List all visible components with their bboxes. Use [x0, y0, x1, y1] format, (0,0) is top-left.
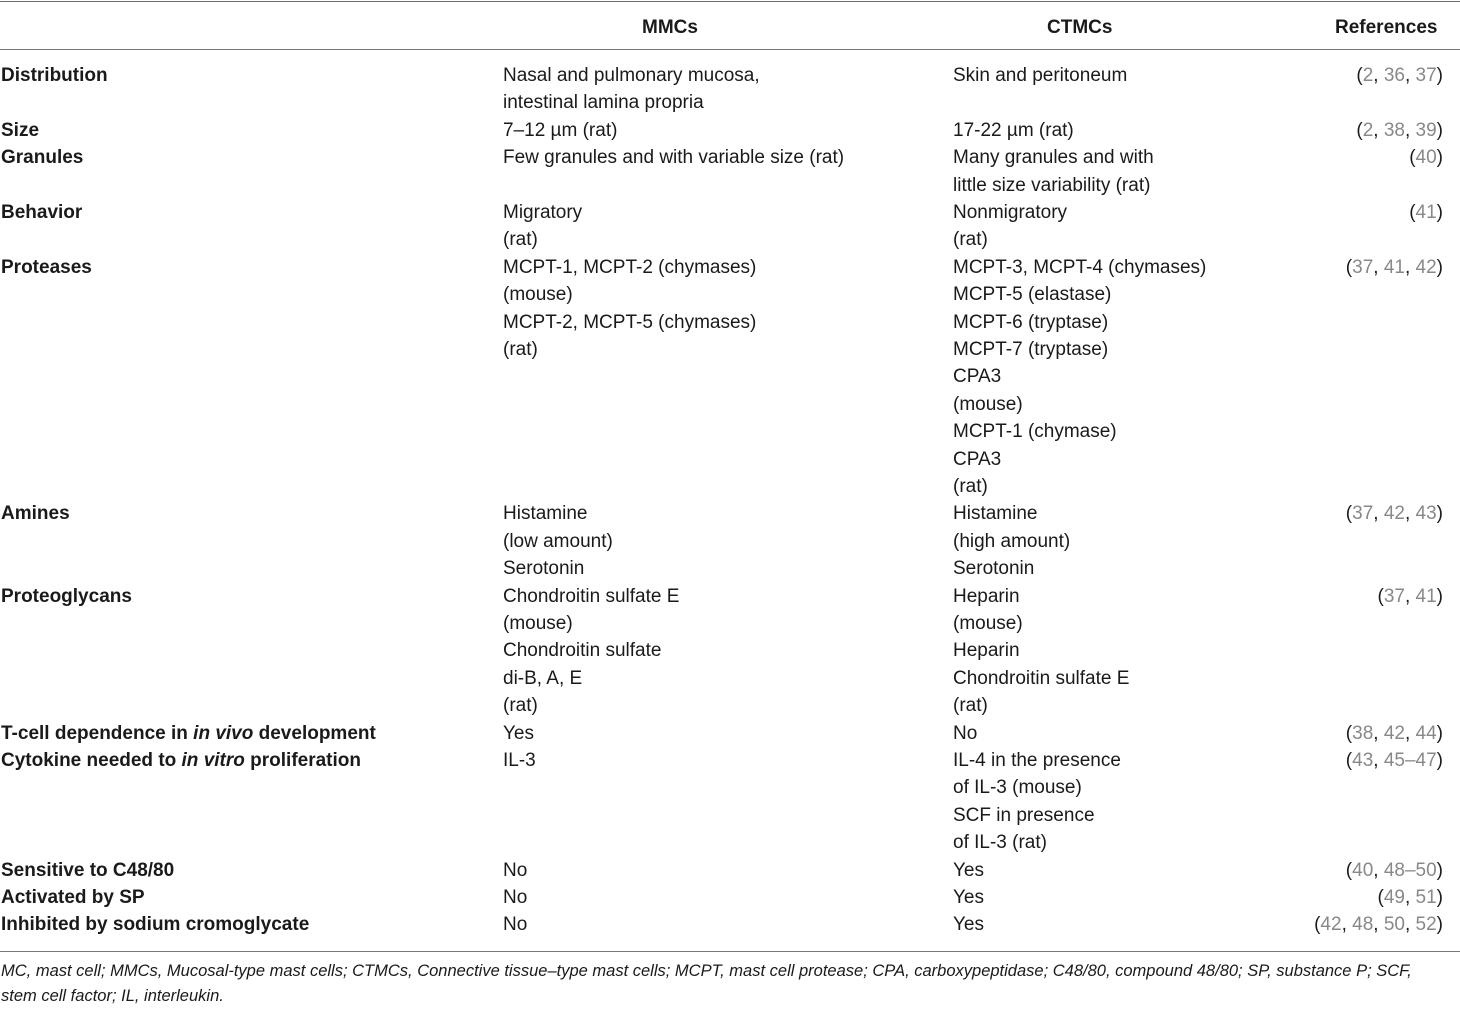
- ctmc-cell-line: Skin and peritoneum: [953, 65, 1128, 86]
- mmc-cell-line: Chondroitin sulfate E: [503, 585, 680, 607]
- reference-link[interactable]: 49: [1383, 887, 1405, 908]
- ctmc-cell-line: Heparin: [953, 640, 1020, 662]
- ctmc-cell: [953, 911, 984, 938]
- ctmc-cell-line: Histamine: [953, 503, 1038, 525]
- references-cell: (2, 38, 39): [1356, 119, 1443, 141]
- ctmc-cell-line: Serotonin: [953, 558, 1035, 580]
- header-references: References: [1335, 17, 1438, 38]
- mmc-cell: [503, 857, 527, 884]
- reference-link[interactable]: 39: [1415, 119, 1437, 141]
- references-cell: (40, 48–50): [1345, 859, 1443, 881]
- row-label: [1, 583, 132, 610]
- ctmc-cell: [953, 199, 1067, 254]
- reference-link[interactable]: 2: [1362, 65, 1374, 86]
- reference-link[interactable]: 40: [1415, 147, 1437, 169]
- row-label: [1, 857, 174, 884]
- mmc-cell-line: No: [503, 887, 528, 908]
- row-label-post: proliferation: [244, 750, 361, 771]
- row-label: [1, 254, 92, 281]
- ctmc-cell-line: (rat): [953, 695, 988, 717]
- row-label-pre: Cytokine needed to: [1, 750, 182, 771]
- ctmc-cell-line: MCPT-6 (tryptase): [953, 311, 1109, 333]
- mmc-cell-line: intestinal lamina propria: [503, 92, 704, 114]
- mmc-cell: [503, 117, 617, 144]
- ctmc-cell-line: (rat): [953, 476, 988, 498]
- row-label-post: development: [253, 722, 376, 744]
- ctmc-cell-line: (mouse): [953, 613, 1023, 634]
- ctmc-cell-line: MCPT-7 (tryptase): [953, 339, 1109, 361]
- ctmc-cell-line: IL-4 in the presence: [953, 750, 1121, 771]
- ctmc-cell-line: of IL-3 (rat): [953, 832, 1047, 854]
- reference-link[interactable]: 37: [1352, 503, 1374, 525]
- mmc-cell-line: (rat): [503, 695, 538, 717]
- table-header: [0, 14, 1460, 42]
- mmc-cell-line: No: [503, 859, 528, 881]
- row-label-text: [1, 747, 361, 774]
- reference-link[interactable]: 37: [1383, 585, 1405, 607]
- reference-link[interactable]: 41: [1415, 585, 1437, 607]
- reference-link[interactable]: 43: [1415, 503, 1437, 525]
- mmc-cell-line: (low amount): [503, 530, 613, 552]
- row-label-text: Size: [1, 119, 40, 141]
- mmc-cell-line: Yes: [503, 722, 534, 744]
- mmc-cell: [503, 911, 527, 938]
- reference-link[interactable]: 50: [1383, 914, 1405, 936]
- ctmc-cell-line: MCPT-3, MCPT-4 (chymases): [953, 256, 1207, 278]
- mmc-cell: [503, 583, 679, 720]
- ctmc-cell-line: (rat): [953, 229, 988, 251]
- row-label-italic: in vitro: [181, 750, 245, 771]
- reference-link[interactable]: 51: [1415, 887, 1437, 908]
- ctmc-cell-line: Yes: [953, 859, 984, 881]
- ctmc-cell-line: MCPT-1 (chymase): [953, 421, 1117, 443]
- mmc-cell-line: Histamine: [503, 503, 588, 525]
- mmc-cell: [503, 199, 582, 254]
- row-label-text: [1, 720, 376, 747]
- mmc-cell: [503, 720, 534, 747]
- ctmc-cell-line: Chondroitin sulfate E: [953, 667, 1130, 689]
- header-mmcs: MMCs: [642, 17, 698, 38]
- reference-link[interactable]: 42: [1383, 722, 1405, 744]
- reference-link[interactable]: 41: [1415, 202, 1437, 223]
- mmc-cell-line: di-B, A, E: [503, 667, 583, 689]
- mmc-cell: [503, 254, 756, 364]
- mmc-cell: [503, 144, 844, 171]
- mmc-cell-line: 7–12 µm (rat): [503, 119, 618, 141]
- ctmc-cell-line: Heparin: [953, 585, 1020, 607]
- ctmc-cell: [953, 62, 1127, 89]
- mmc-cell-line: Nasal and pulmonary mucosa,: [503, 65, 760, 86]
- row-label-text: Distribution: [1, 65, 108, 86]
- references-cell: (38, 42, 44): [1345, 722, 1443, 744]
- mmc-cell-line: No: [503, 914, 528, 936]
- row-label-italic: in vivo: [193, 722, 254, 744]
- row-label: [1, 117, 39, 144]
- header-rule: [0, 49, 1460, 50]
- ctmc-cell: [953, 583, 1129, 720]
- table-footnote: MC, mast cell; MMCs, Mucosal-type mast cells; CTMCs, Connective tissue–type mast cells; MCPT, mast cell protease; CPA, carboxypeptidase; C48/80, compound 48/80; SP, substance P; SCF, stem cell factor; IL, interleukin.: [1, 962, 1412, 1005]
- ctmc-cell-line: SCF in presence: [953, 804, 1095, 826]
- ctmc-cell: [953, 144, 1154, 199]
- reference-link[interactable]: 36: [1383, 65, 1405, 86]
- reference-link[interactable]: 48: [1352, 914, 1374, 936]
- row-label-text: Behavior: [1, 202, 83, 223]
- references-cell: (37, 42, 43): [1345, 503, 1443, 525]
- mmc-cell-line: Serotonin: [503, 558, 585, 580]
- mmc-cell-line: (mouse): [503, 613, 573, 634]
- mmc-cell-line: IL-3: [503, 750, 536, 771]
- reference-link[interactable]: 37: [1415, 65, 1437, 86]
- ctmc-cell: [953, 720, 977, 747]
- ctmc-cell: [953, 884, 984, 911]
- reference-link[interactable]: 40: [1352, 859, 1374, 881]
- reference-link[interactable]: 52: [1415, 914, 1437, 936]
- reference-link[interactable]: 45–47: [1383, 750, 1437, 771]
- references-cell: (37, 41): [1377, 585, 1443, 607]
- row-label: [1, 884, 145, 911]
- header-ctmcs: CTMCs: [1047, 17, 1113, 38]
- row-label: [1, 911, 309, 938]
- mmc-cell: [503, 884, 527, 911]
- ctmc-cell: [953, 254, 1206, 501]
- row-label-pre: T-cell dependence in: [1, 722, 194, 744]
- ctmc-cell-line: (mouse): [953, 393, 1023, 415]
- reference-link[interactable]: 38: [1352, 722, 1374, 744]
- ctmc-cell: [953, 857, 984, 884]
- row-label-text: Proteases: [1, 256, 92, 278]
- mmc-cell-line: MCPT-1, MCPT-2 (chymases): [503, 256, 757, 278]
- mmc-cell-line: (rat): [503, 229, 538, 251]
- ctmc-cell: [953, 500, 1070, 582]
- mmc-cell: [503, 62, 760, 117]
- ctmc-cell-line: Many granules and with: [953, 147, 1154, 169]
- ctmc-cell: [953, 117, 1074, 144]
- row-label-text: Granules: [1, 147, 84, 169]
- mmc-cell-line: Migratory: [503, 202, 583, 223]
- references-cell: (41): [1409, 202, 1443, 223]
- row-label-text: Inhibited by sodium cromoglycate: [1, 914, 310, 936]
- references-cell: (37, 41, 42): [1345, 256, 1443, 278]
- row-label: [1, 720, 376, 747]
- row-label-text: Amines: [1, 503, 70, 525]
- references-cell: (40): [1409, 147, 1443, 169]
- reference-link[interactable]: 42: [1415, 256, 1437, 278]
- ctmc-cell-line: of IL-3 (mouse): [953, 777, 1082, 799]
- ctmc-cell-line: CPA3: [953, 448, 1002, 470]
- ctmc-cell-line: 17-22 µm (rat): [953, 119, 1074, 141]
- ctmc-cell-line: MCPT-5 (elastase): [953, 284, 1112, 306]
- ctmc-cell-line: CPA3: [953, 366, 1002, 388]
- reference-link[interactable]: 48–50: [1383, 859, 1437, 881]
- mmc-cell-line: Few granules and with variable size (rat): [503, 147, 845, 169]
- mmc-cell-line: Chondroitin sulfate: [503, 640, 662, 662]
- ctmc-cell-line: Yes: [953, 914, 984, 936]
- ctmc-cell-line: Nonmigratory: [953, 202, 1068, 223]
- row-label: [1, 500, 70, 527]
- ctmc-cell-line: (high amount): [953, 530, 1071, 552]
- reference-link[interactable]: 2: [1362, 119, 1374, 141]
- reference-link[interactable]: 37: [1352, 256, 1374, 278]
- ctmc-cell: [953, 747, 1121, 857]
- reference-link[interactable]: 42: [1320, 914, 1342, 936]
- mmc-cell-line: (rat): [503, 339, 538, 361]
- mmc-cell: [503, 500, 613, 582]
- row-label: [1, 747, 361, 774]
- ctmc-cell-line: Yes: [953, 887, 984, 908]
- row-label: [1, 62, 108, 89]
- row-label: [1, 144, 83, 171]
- ctmc-cell-line: No: [953, 722, 978, 744]
- row-label: [1, 199, 82, 226]
- mmc-cell: [503, 747, 536, 774]
- reference-link[interactable]: 44: [1415, 722, 1437, 744]
- reference-link[interactable]: 38: [1383, 119, 1405, 141]
- mmc-cell-line: MCPT-2, MCPT-5 (chymases): [503, 311, 757, 333]
- references-cell: (43, 45–47): [1345, 750, 1443, 771]
- ctmc-cell-line: little size variability (rat): [953, 174, 1151, 196]
- references-cell: (49, 51): [1377, 887, 1443, 908]
- row-label-text: Activated by SP: [1, 887, 145, 908]
- row-label-text: Sensitive to C48/80: [1, 859, 175, 881]
- bottom-rule: [0, 951, 1460, 952]
- references-cell: (2, 36, 37): [1356, 65, 1443, 86]
- mmc-cell-line: (mouse): [503, 284, 573, 306]
- reference-link[interactable]: 41: [1383, 256, 1405, 278]
- reference-link[interactable]: 42: [1383, 503, 1405, 525]
- reference-link[interactable]: 43: [1352, 750, 1374, 771]
- top-rule: [0, 1, 1460, 2]
- row-label-text: Proteoglycans: [1, 585, 132, 607]
- references-cell: (42, 48, 50, 52): [1314, 914, 1443, 936]
